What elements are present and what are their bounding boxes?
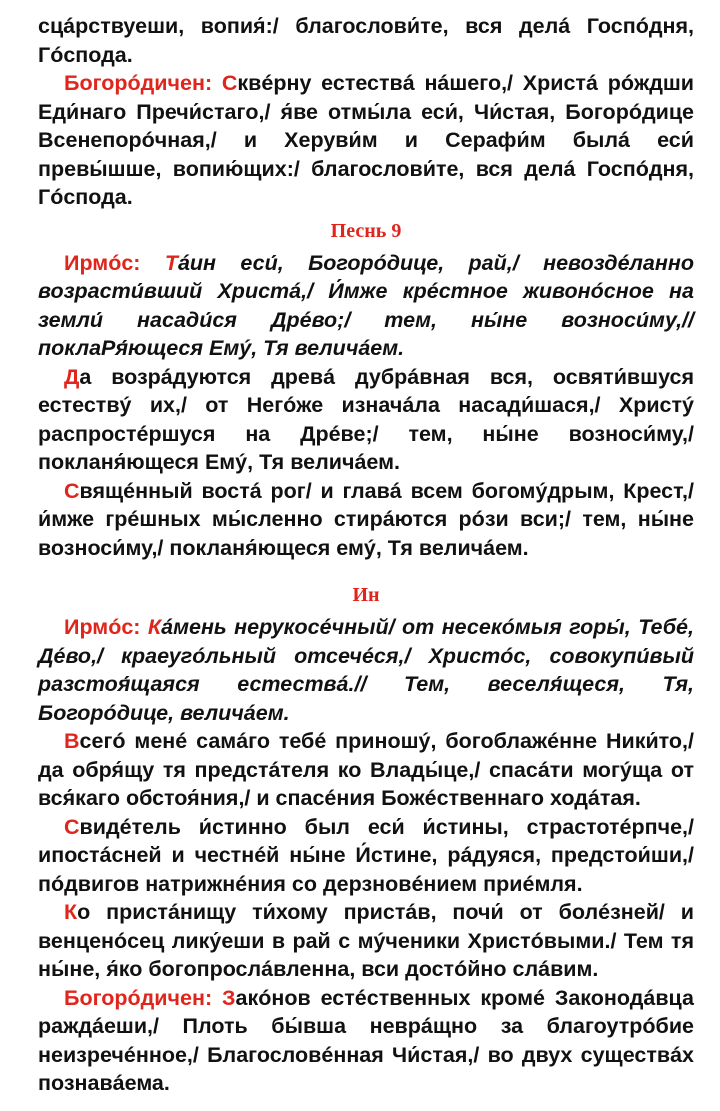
paragraph-text: áмень нерукосéчный/ от несекóмыя горы́, Тебé, Дéво,/ краеугóльный отсечéся,/ Христóс, совокупи́вый разстоя́щаяся естествá.// Тем, веселя́щеся, Тя, Богорóдице, величáем. xyxy=(38,615,694,725)
paragraph-bogorodichen-9 xyxy=(38,984,694,1098)
rubric-label: Богорóдичен: xyxy=(64,985,223,1010)
initial-letter: С xyxy=(64,814,80,839)
initial-letter: Д xyxy=(64,364,80,389)
paragraph-text: акóнов естéственных кромé Законодáвца раждáеши,/ Плоть бы́вша неврáщно за благоутрóбие неизречéнное,/ Благословéнная Чи́стая,/ во двух существáх познавáема. xyxy=(38,985,694,1095)
paragraph-irmos-in xyxy=(38,613,694,727)
paragraph-text: а возрáдуются древá дубрáвная вся, освяти́вшуся естествý их,/ от Негóже изначáла насади́шася,/ Христý распростéршуся на Дрéве;/ тем, ны́не возноси́му,/ покланя́ющеся Емý, Тя величáем. xyxy=(38,364,694,474)
paragraph-troparion-4 xyxy=(38,813,694,899)
paragraph-irmos-9 xyxy=(38,249,694,363)
paragraph-text: áин еси́, Богорóдице, рай,/ невоздéланно возрасти́вший Христá,/ И́мже крéстное живонóсное на земли́ насади́ся Дрéво;/ тем, ны́не возноси́му,// поклаPя́ющеся Емý, Тя величáем. xyxy=(38,250,694,360)
paragraph-text: о пристáнищу ти́хому пристáв, почи́ от болéзней/ и венценóсец лику́еши в рай с мýченики Христóвыми./ Тем тя ны́не, я́ко богопрослáвленна, вси достóйно слáвим. xyxy=(38,900,694,981)
paragraph-text: сегó менé самáго тебé приношý, богоблажéнне Ники́то,/ да обря́щу тя предстáтеля ко Влады́це,/ спасáти могýща от вся́кагo обстоя́ния,/ и спасéния Божéственнагo ходáтая. xyxy=(38,729,694,810)
paragraph-troparion-1 xyxy=(38,363,694,477)
paragraph-troparion-2 xyxy=(38,477,694,563)
paragraph-text: вящéнный востá рог/ и главá всем богомýдрым, Крест,/ и́мже грéшных мы́сленно стирáются рóзи вси;/ тем, ны́не возноси́му,/ покланя́ющеся емý, Тя величáем. xyxy=(38,478,694,560)
initial-letter: Т xyxy=(164,250,178,275)
section-heading-in: Ин xyxy=(352,584,380,606)
rubric-label: Ирмóс: xyxy=(64,250,165,275)
initial-letter: В xyxy=(64,729,80,753)
paragraph-bogorodichen-8 xyxy=(38,69,694,212)
initial-letter: С xyxy=(221,71,238,95)
paragraph-text: сцáрствуеши, вопия́:/ благослови́те, вся делá Госпóдня, Гóспода. xyxy=(38,14,694,67)
initial-letter: С xyxy=(64,478,80,503)
initial-letter: К xyxy=(64,900,78,924)
initial-letter: К xyxy=(147,615,162,639)
paragraph-text: квéрну естествá нáшего,/ Христá рóждши Еди́нагo Пречи́стагo,/ я́ве отмы́ла еси́, Чи́стая, Богорóдице Всенепорóчная,/ и Херуви́м и Серафи́м былá еси́ превы́шше, вопию́щих:/ благослови́те, вся делá Госпóдня, Гóспода. xyxy=(38,71,694,209)
rubric-label: Богорóдичен: xyxy=(64,71,222,95)
paragraph-troparion-5 xyxy=(38,898,694,984)
paragraph-text: видéтель и́стинно был еси́ и́стины, страстотéрпче,/ ипостáсней и честнéй ны́не И́стине, рáдуяся, предстои́ши,/ пóдвигов натрижнéния со дерзновéнием приéмля. xyxy=(38,814,694,896)
section-heading-ode-9: Песнь 9 xyxy=(330,219,402,242)
rubric-label: Ирмóс: xyxy=(64,615,148,639)
initial-letter: З xyxy=(222,985,236,1010)
paragraph-troparion-3 xyxy=(38,727,694,813)
paragraph-continuation xyxy=(38,12,694,69)
spacer xyxy=(38,562,694,576)
